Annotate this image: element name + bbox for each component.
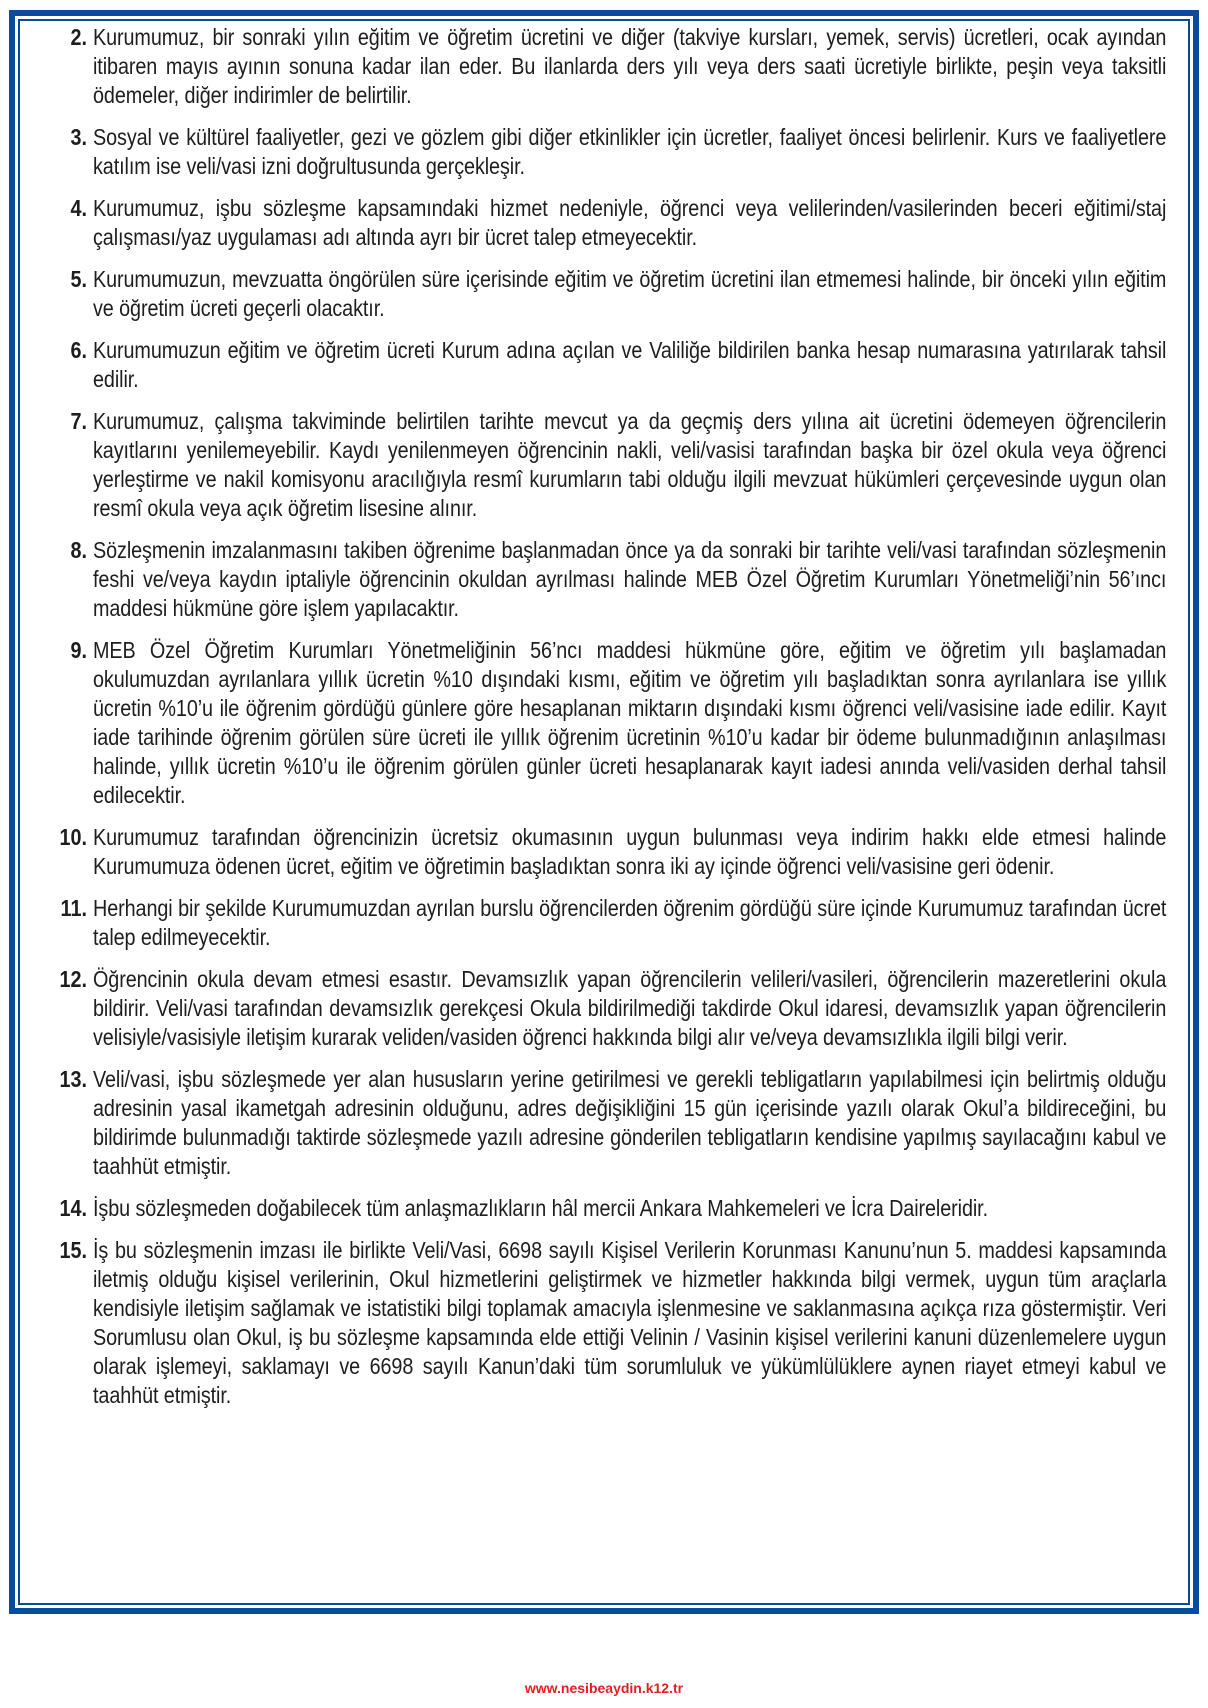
clause-number: 4. <box>70 195 87 221</box>
clause-number: 13. <box>59 1066 87 1092</box>
clause-number: 7. <box>70 408 87 434</box>
clause-item <box>36 336 1166 394</box>
clause-text: Kurumumuz, bir sonraki yılın eğitim ve öğretim ücretini ve diğer (takviye kursları, yemek, servis) ücretleri, ocak ayından itibaren mayıs ayının sonuna kadar ilan eder. Bu ilanlarda ders yılı veya ders saati ücretiyle birlikte, peşin veya taksitli ödemeler, diğer indirimler de belirtilir. <box>93 24 1167 108</box>
clause-item <box>36 407 1166 523</box>
clause-text: Herhangi bir şekilde Kurumumuzdan ayrılan burslu öğrencilerden öğrenim gördüğü süre içinde Kurumumuz tarafından ücret talep edilmeyecektir. <box>93 895 1167 950</box>
clause-item <box>36 965 1166 1052</box>
clause-number: 15. <box>59 1237 87 1263</box>
clause-item <box>36 265 1166 323</box>
clause-item <box>36 823 1166 881</box>
clause-text: Sözleşmenin imzalanmasını takiben öğrenime başlanmadan önce ya da sonraki bir tarihte veli/vasi tarafından sözleşmenin feshi ve/veya kaydın iptaliyle öğrencinin okuldan ayrılması halinde MEB Özel Öğretim Kurumları Yönetmeliği’nin 56’ıncı maddesi hükmüne göre işlem yapılacaktır. <box>93 537 1167 621</box>
clause-item <box>36 194 1166 252</box>
clause-item <box>36 894 1166 952</box>
clause-number: 11. <box>60 895 87 921</box>
clause-number: 2. <box>70 24 87 50</box>
clause-number: 14. <box>59 1195 87 1221</box>
contract-clauses <box>36 23 1166 1423</box>
clause-text: Kurumumuz, çalışma takviminde belirtilen tarihte mevcut ya da geçmiş ders yılına ait ücretini ödemeyen öğrencilerin kayıtlarını yenilemeyebilir. Kaydı yenilenmeyen öğrencinin nakli, veli/vasisi tarafından başka bir özel okula veya öğrenci yerleştirme ve nakil komisyonu aracılığıyla resmî kurumların tabi olduğu ilgili mevzuat hükümleri çerçevesinde uygun olan resmî okula veya açık öğretim lisesine alınır. <box>93 408 1167 521</box>
footer-website-link[interactable]: www.nesibeaydin.k12.tr <box>524 1680 684 1696</box>
clause-item <box>36 1236 1166 1410</box>
clause-number: 12. <box>59 966 87 992</box>
clause-number: 6. <box>70 337 87 363</box>
clause-text: Veli/vasi, işbu sözleşmede yer alan hususların yerine getirilmesi ve gerekli tebligatların yapılabilmesi için belirtmiş olduğu adresinin yasal ikametgah adresinin olduğunu, adres değişikliğini 15 gün içerisinde yazılı olarak Okul’a bildireceğini, bu bildirimde bulunmadığı taktirde sözleşmede yazılı adresine gönderilen tebligatların kendisine yapılmış sayılacağını kabul ve taahhüt etmiştir. <box>93 1066 1167 1179</box>
clause-text: Kurumumuzun, mevzuatta öngörülen süre içerisinde eğitim ve öğretim ücretini ilan etmemesi halinde, bir önceki yılın eğitim ve öğretim ücreti geçerli olacaktır. <box>93 266 1167 321</box>
clause-text: İş bu sözleşmenin imzası ile birlikte Veli/Vasi, 6698 sayılı Kişisel Verilerin Korunması Kanunu’nun 5. maddesi kapsamında iletmiş olduğu kişisel verilerinin, Okul hizmetlerini geliştirmek ve hizmetler hakkında bilgi vermek, uygun tüm araçlarla kendisiyle iletişim sağlamak ve istatistiki bilgi toplamak amacıyla işlenmesine ve saklanmasına açıkça rıza göstermiştir. Veri Sorumlusu olan Okul, iş bu sözleşme kapsamında elde ettiği Velinin / Vasinin kişisel verilerini kanuni düzenlemelere uygun olarak işlemeyi, saklamayı ve 6698 sayılı Kanun’daki tüm sorumluluk ve yükümlülüklere aynen riayet etmeyi kabul ve taahhüt etmiştir. <box>93 1237 1167 1408</box>
clause-text: MEB Özel Öğretim Kurumları Yönetmeliğinin 56’ncı maddesi hükmüne göre, eğitim ve öğretim yılı başlamadan okulumuzdan ayrılanlara yıllık ücretin %10 dışındaki kısmı, eğitim ve öğretim yılı başladıktan sonra ayrılanlara ise yıllık ücretin %10’u ile öğrenim gördüğü günlere göre hesaplanan miktarın dışındaki kısmı öğrenci veli/vasisine iade edilir. Kayıt iade tarihinde öğrenim görülen süre ücreti ile yıllık öğrenim ücretinin %10’u kadar bir ödeme bulunmadığının anlaşılması halinde, yıllık ücretin %10’u ile öğrenim görülen günler ücreti hesaplanarak kayıt iadesi anında veli/vasiden derhal tahsil edilecektir. <box>93 637 1167 808</box>
clause-item <box>36 1065 1166 1181</box>
clause-number: 8. <box>70 537 87 563</box>
clause-item <box>36 636 1166 810</box>
clause-text: Kurumumuz tarafından öğrencinizin ücretsiz okumasının uygun bulunması veya indirim hakkı elde etmesi halinde Kurumumuza ödenen ücret, eğitim ve öğretimin başladıktan sonra iki ay içinde öğrenci veli/vasisine geri ödenir. <box>93 824 1167 879</box>
clause-text: Kurumumuzun eğitim ve öğretim ücreti Kurum adına açılan ve Valiliğe bildirilen banka hesap numarasına yatırılarak tahsil edilir. <box>93 337 1167 392</box>
clause-item <box>36 536 1166 623</box>
clause-item <box>36 23 1166 110</box>
clause-number: 5. <box>70 266 87 292</box>
clause-number: 3. <box>70 124 87 150</box>
clause-item <box>36 1194 1166 1223</box>
clause-item <box>36 123 1166 181</box>
clause-text: Öğrencinin okula devam etmesi esastır. Devamsızlık yapan öğrencilerin velileri/vasileri, öğrencilerin mazeretlerini okula bildirir. Veli/vasi tarafından devamsızlık gerekçesi Okula bildirilmediği takdirde Okul idaresi, devamsızlık yapan öğrencilerin velisiyle/vasisiyle iletişim kurarak veliden/vasiden öğrenci hakkında bilgi alır ve/veya devamsızlıkla ilgili bilgi verir. <box>93 966 1167 1050</box>
clause-text: İşbu sözleşmeden doğabilecek tüm anlaşmazlıkların hâl mercii Ankara Mahkemeleri ve İcra Daireleridir. <box>93 1195 989 1221</box>
clause-number: 9. <box>70 637 87 663</box>
clause-text: Sosyal ve kültürel faaliyetler, gezi ve gözlem gibi diğer etkinlikler için ücretler, faaliyet öncesi belirlenir. Kurs ve faaliyetlere katılım ise veli/vasi izni doğrultusunda gerçekleşir. <box>93 124 1167 179</box>
clause-number: 10. <box>59 824 87 850</box>
clause-text: Kurumumuz, işbu sözleşme kapsamındaki hizmet nedeniyle, öğrenci veya velilerinden/vasilerinden beceri eğitimi/staj çalışması/yaz uygulaması adı altında ayrı bir ücret talep etmeyecektir. <box>93 195 1167 250</box>
